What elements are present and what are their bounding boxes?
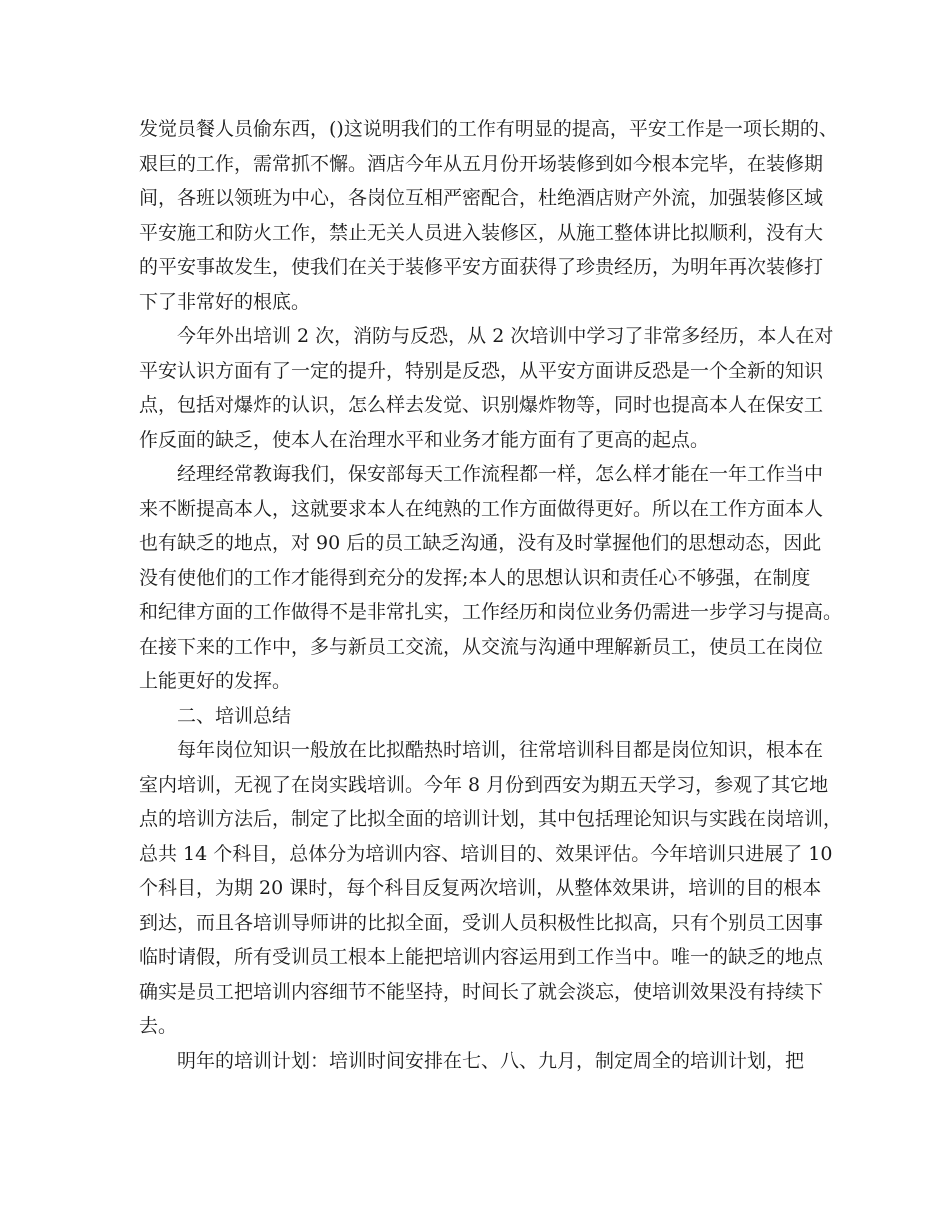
document-body [139,112,843,1078]
text-line: 去。 [139,1015,178,1037]
text-line: 经理经常教诲我们，保安部每天工作流程都一样，怎么样才能在一年工作当中 [177,463,824,485]
text-line: 个科目，为期 20 课时，每个科目反复两次培训，从整体效果讲，培训的目的根本 [139,877,822,899]
text-line: 也有缺乏的地点，对 90 后的员工缺乏沟通，没有及时掌握他们的思想动态，因此 [139,532,822,554]
text-line: 上能更好的发挥。 [139,670,292,692]
text-line: 艰巨的工作，需常抓不懈。酒店今年从五月份开场装修到如今根本完毕，在装修期 [139,152,824,175]
text-line: 明年的培训计划：培训时间安排在七、八、九月，制定周全的培训计划，把 [177,1049,805,1072]
text-line: 作反面的缺乏，使本人在治理水平和业务才能方面有了更高的起点。 [139,428,710,451]
text-line: 平安施工和防火工作，禁止无关人员进入装修区，从施工整体讲比拟顺利，没有大 [139,221,824,244]
text-line: 平安认识方面有了一定的提升，特别是反恐，从平安方面讲反恐是一个全新的知识 [139,359,824,382]
text-line: 的平安事故发生，使我们在关于装修平安方面获得了珍贵经历，为明年再次装修打 [139,256,824,278]
text-line: 来不断提高本人，这就要求本人在纯熟的工作方面做得更好。所以在工作方面本人 [139,497,824,520]
text-line: 在接下来的工作中，多与新员工交流，从交流与沟通中理解新员工，使员工在岗位 [139,635,824,658]
text-line: 临时请假，所有受训员工根本上能把培训内容运用到工作当中。唯一的缺乏的地点 [139,946,824,968]
text-line: 间，各班以领班为中心，各岗位互相严密配合，杜绝酒店财产外流，加强装修区域 [139,187,824,209]
text-line: 二、培训总结 [177,704,292,727]
text-line: 今年外出培训 2 次，消防与反恐，从 2 次培训中学习了非常多经历，本人在对 [177,325,834,347]
text-line: 确实是员工把培训内容细节不能坚持，时间长了就会淡忘，使培训效果没有持续下 [139,980,824,1003]
text-line: 点的培训方法后，制定了比拟全面的培训计划，其中包括理论知识与实践在岗培训， [139,808,843,830]
text-line: 每年岗位知识一般放在比拟酷热时培训，往常培训科目都是岗位知识，根本在 [177,739,824,761]
text-line: 和纪律方面的工作做得不是非常扎实，工作经历和岗位业务仍需进一步学习与提高。 [139,601,843,623]
text-line: 点，包括对爆炸的认识，怎么样去发觉、识别爆炸物等，同时也提高本人在保安工 [139,394,824,416]
text-line: 总共 14 个科目，总体分为培训内容、培训目的、效果评估。今年培训只进展了 10 [139,842,833,865]
text-line: 下了非常好的根底。 [139,290,311,313]
text-line: 发觉员餐人员偷东西，()这说明我们的工作有明显的提高，平安工作是一项长期的、 [139,118,838,140]
text-line: 到达，而且各培训导师讲的比拟全面，受训人员积极性比拟高，只有个别员工因事 [139,911,824,934]
text-line: 室内培训，无视了在岗实践培训。今年 8 月份到西安为期五天学习，参观了其它地 [139,773,829,796]
text-line: 没有使他们的工作才能得到充分的发挥;本人的思想认识和责任心不够强，在制度 [139,566,811,589]
